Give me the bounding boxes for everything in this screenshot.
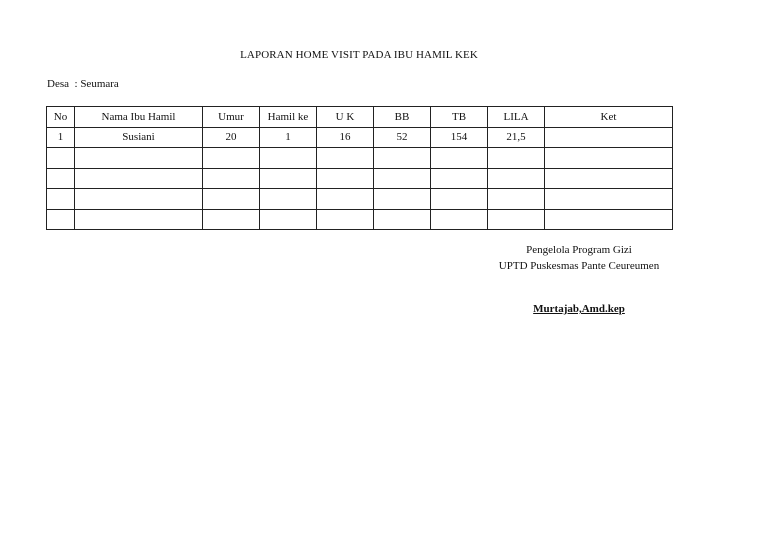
table-row: [47, 168, 673, 189]
report-title: LAPORAN HOME VISIT PADA IBU HAMIL KEK: [240, 49, 478, 61]
cell-ket: [545, 127, 673, 148]
header-ket: Ket: [545, 107, 673, 128]
cell-bb: [374, 189, 431, 210]
cell-ket: [545, 189, 673, 210]
header-umur: Umur: [203, 107, 260, 128]
cell-no: [47, 189, 75, 210]
cell-no: [47, 209, 75, 230]
cell-nama: [75, 148, 203, 169]
cell-hamil-ke: [260, 168, 317, 189]
village-line: [47, 78, 119, 90]
table-header-row: [47, 107, 673, 128]
header-tb: TB: [431, 107, 488, 128]
cell-bb: 52: [374, 127, 431, 148]
cell-umur: [203, 168, 260, 189]
cell-tb: [431, 209, 488, 230]
cell-hamil-ke: [260, 148, 317, 169]
table-row: [47, 148, 673, 169]
cell-hamil-ke: [260, 189, 317, 210]
cell-bb: [374, 209, 431, 230]
cell-umur: [203, 148, 260, 169]
cell-tb: 154: [431, 127, 488, 148]
cell-uk: 16: [317, 127, 374, 148]
cell-ket: [545, 168, 673, 189]
cell-nama: Susiani: [75, 127, 203, 148]
cell-no: [47, 148, 75, 169]
cell-bb: [374, 168, 431, 189]
header-no: No: [47, 107, 75, 128]
cell-uk: [317, 148, 374, 169]
table-row: [47, 209, 673, 230]
village-name: Seumara: [80, 78, 119, 90]
cell-lila: 21,5: [488, 127, 545, 148]
header-nama-ibu-hamil: Nama Ibu Hamil: [75, 107, 203, 128]
signature-name: Murtajab,Amd.kep: [533, 303, 625, 315]
cell-nama: [75, 189, 203, 210]
table-row: [47, 189, 673, 210]
home-visit-table: [46, 106, 673, 230]
cell-no: [47, 168, 75, 189]
cell-tb: [431, 168, 488, 189]
cell-umur: 20: [203, 127, 260, 148]
header-lila: LILA: [488, 107, 545, 128]
cell-no: 1: [47, 127, 75, 148]
cell-tb: [431, 189, 488, 210]
signature-organization: UPTD Puskesmas Pante Ceureumen: [498, 260, 660, 272]
cell-nama: [75, 168, 203, 189]
cell-hamil-ke: [260, 209, 317, 230]
cell-lila: [488, 189, 545, 210]
cell-tb: [431, 148, 488, 169]
cell-lila: [488, 168, 545, 189]
village-label: Desa: [47, 78, 69, 90]
cell-lila: [488, 148, 545, 169]
cell-uk: [317, 209, 374, 230]
table-row: [47, 127, 673, 148]
cell-uk: [317, 168, 374, 189]
header-bb: BB: [374, 107, 431, 128]
cell-nama: [75, 209, 203, 230]
signature-role: Pengelola Program Gizi: [526, 244, 632, 256]
cell-lila: [488, 209, 545, 230]
cell-hamil-ke: 1: [260, 127, 317, 148]
cell-ket: [545, 148, 673, 169]
cell-umur: [203, 209, 260, 230]
cell-uk: [317, 189, 374, 210]
header-hamil-ke: Hamil ke: [260, 107, 317, 128]
cell-bb: [374, 148, 431, 169]
village-separator: :: [74, 78, 78, 90]
cell-ket: [545, 209, 673, 230]
cell-umur: [203, 189, 260, 210]
header-uk: U K: [317, 107, 374, 128]
